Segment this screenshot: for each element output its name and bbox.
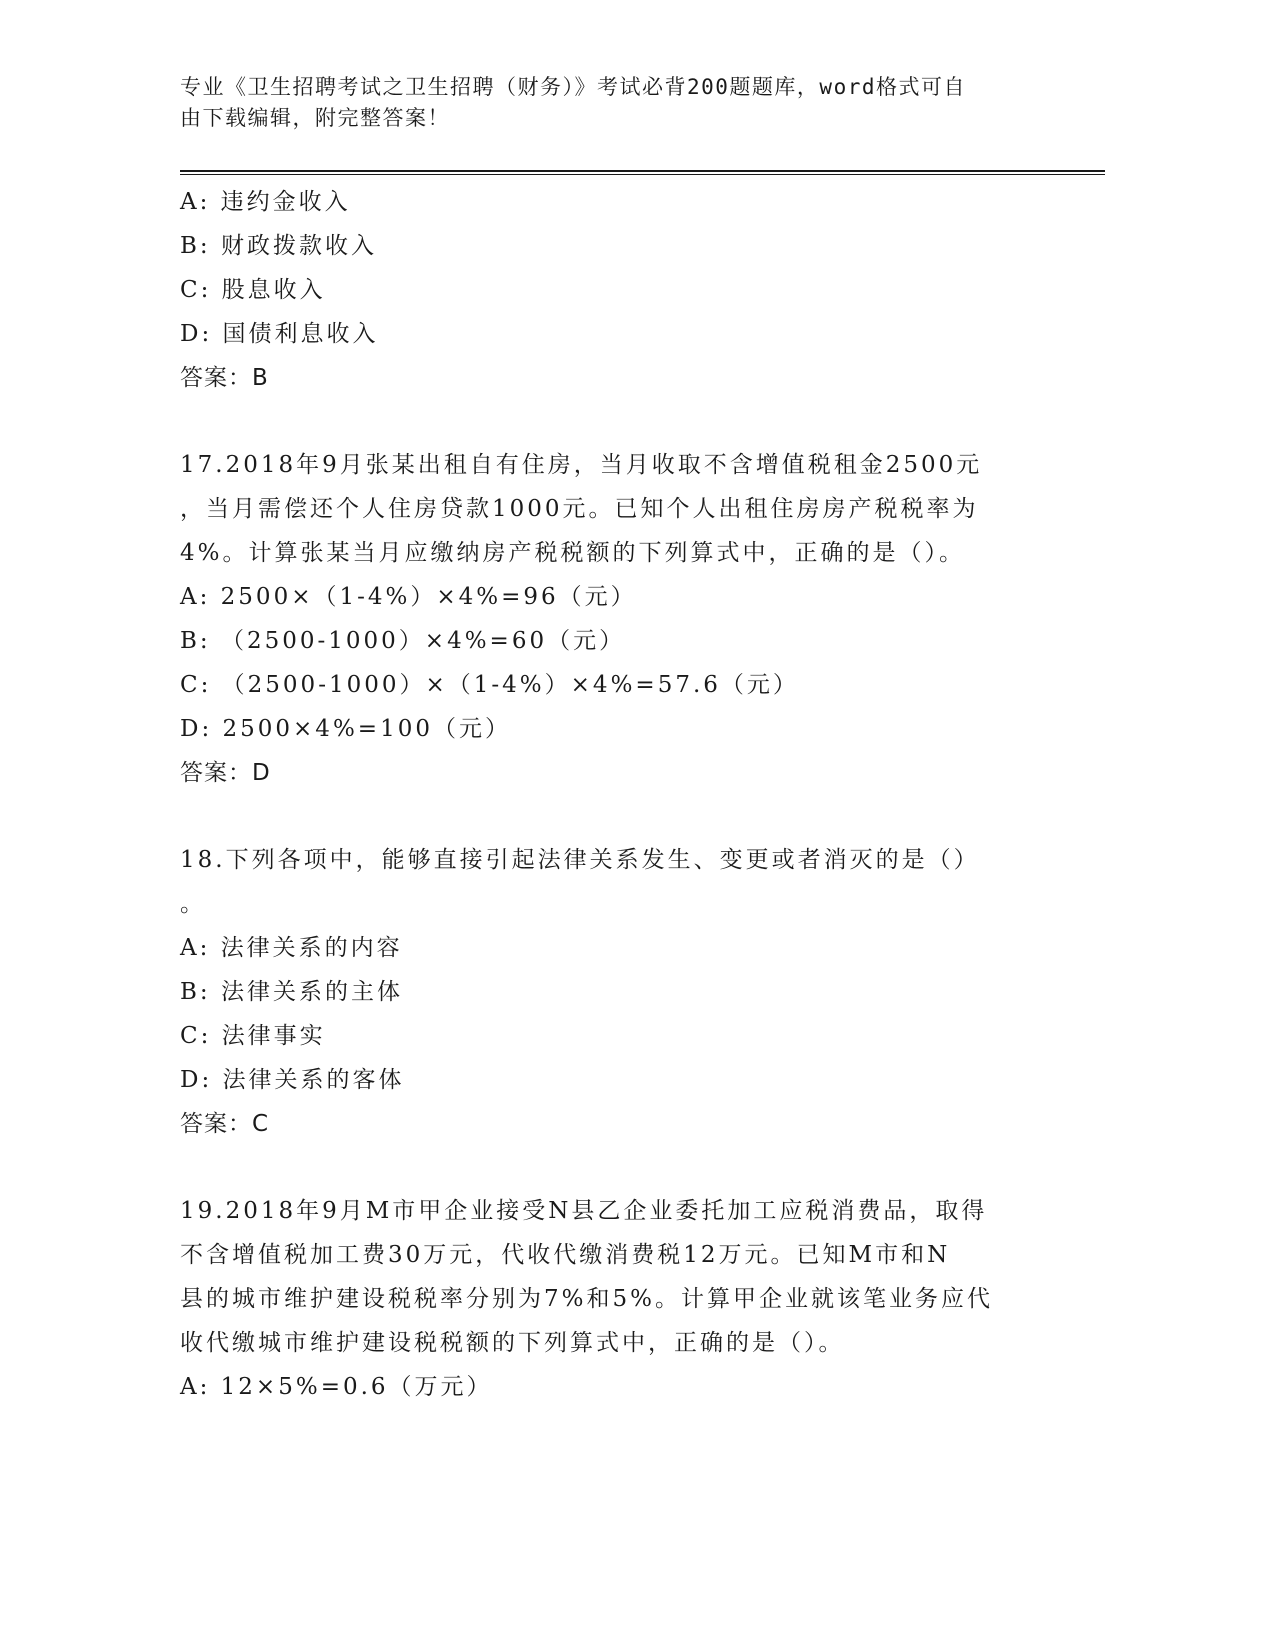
question-list <box>180 180 1050 1409</box>
option-c: C: 法律事实 <box>180 1023 326 1049</box>
option-a: A: 违约金收入 <box>180 189 351 215</box>
question-17 <box>180 443 1050 795</box>
option-b: B: （2500-1000）×4%=60（元） <box>180 628 626 654</box>
question-stem-line: 4%。计算张某当月应缴纳房产税税额的下列算式中，正确的是（）。 <box>180 540 965 566</box>
question-18 <box>180 838 1050 1146</box>
option-a: A: 2500×（1-4%）×4%=96（元） <box>180 584 637 610</box>
option-a: A: 12×5%=0.6（万元） <box>180 1374 493 1400</box>
question-stem-line: 17.2018年9月张某出租自有住房，当月收取不含增值税租金2500元 <box>180 452 983 478</box>
option-d: D: 法律关系的客体 <box>180 1067 405 1093</box>
question-stem-line: 。 <box>180 891 206 917</box>
question-stem-line: 18.下列各项中，能够直接引起法律关系发生、变更或者消灭的是（） <box>180 847 980 873</box>
option-d: D: 国债利息收入 <box>180 321 379 347</box>
question-16 <box>180 180 1050 400</box>
option-b: B: 法律关系的主体 <box>180 979 403 1005</box>
answer: 答案：B <box>180 365 269 391</box>
question-stem-line: 19.2018年9月M市甲企业接受N县乙企业委托加工应税消费品，取得 <box>180 1198 988 1224</box>
header-line-1: 专业《卫生招聘考试之卫生招聘（财务）》考试必背200题题库，word格式可自 <box>180 75 966 99</box>
option-b: B: 财政拨款收入 <box>180 233 377 259</box>
question-19 <box>180 1189 1050 1409</box>
option-a: A: 法律关系的内容 <box>180 935 403 961</box>
document-header <box>180 72 1030 134</box>
header-divider <box>180 170 1105 175</box>
option-c: C: 股息收入 <box>180 277 326 303</box>
option-d: D: 2500×4%=100（元） <box>180 716 511 742</box>
header-line-2: 由下载编辑，附完整答案！ <box>180 106 450 130</box>
question-stem-line: 收代缴城市维护建设税税额的下列算式中，正确的是（）。 <box>180 1330 845 1356</box>
question-stem-line: ，当月需偿还个人住房贷款1000元。已知个人出租住房房产税税率为 <box>180 496 979 522</box>
question-stem-line: 县的城市维护建设税税率分别为7%和5%。计算甲企业就该笔业务应代 <box>180 1286 993 1312</box>
option-c: C: （2500-1000）×（1-4%）×4%=57.6（元） <box>180 672 799 698</box>
answer: 答案：C <box>180 1111 270 1137</box>
question-stem-line: 不含增值税加工费30万元，代收代缴消费税12万元。已知M市和N <box>180 1242 951 1268</box>
answer: 答案：D <box>180 760 271 786</box>
